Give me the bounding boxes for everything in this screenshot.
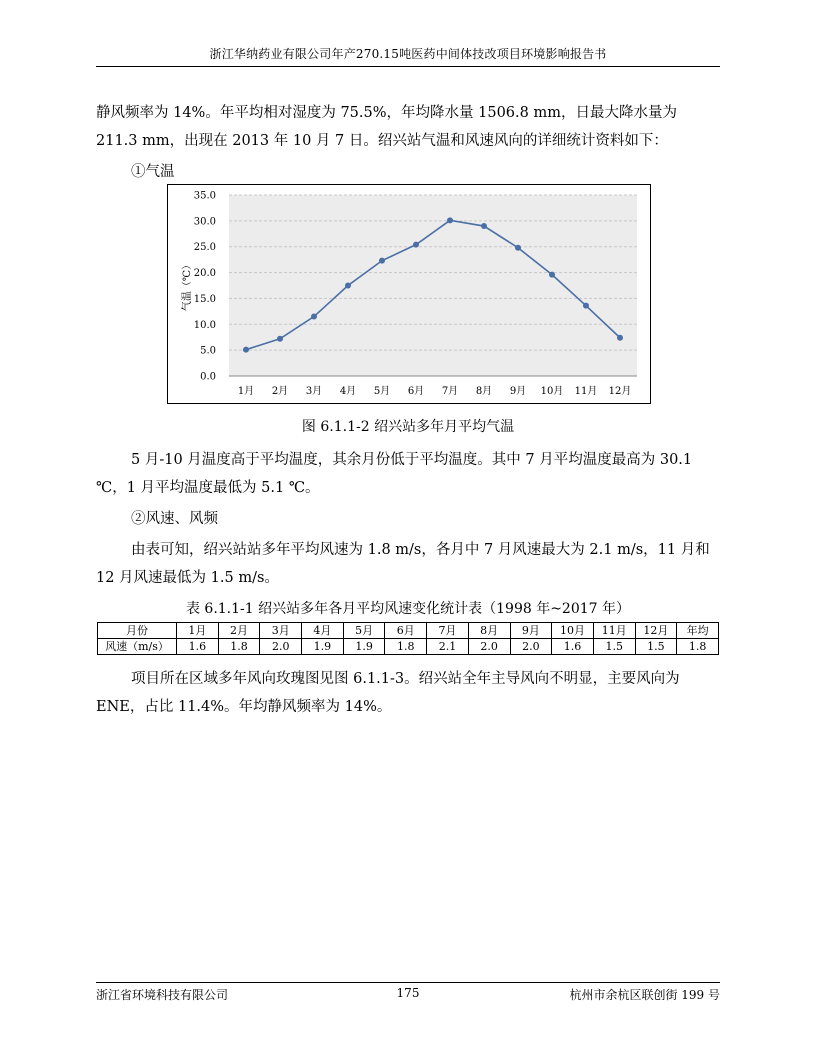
table-header-cell: 4月 [302, 623, 344, 639]
table-header-cell: 8月 [468, 623, 510, 639]
y-tick-label: 20.0 [193, 268, 216, 280]
x-tick-label: 2月 [271, 386, 289, 397]
table-header-cell: 1月 [177, 623, 219, 639]
table-header-cell: 月份 [98, 623, 177, 639]
table-cell: 1.8 [218, 639, 260, 655]
wind-summary: 由表可知，绍兴站站多年平均风速为 1.8 m/s，各月中 7 月风速最大为 2.1 m/s，11 月和 12 月风速最低为 1.5 m/s。 [96, 542, 710, 586]
table-cell: 1.8 [677, 639, 719, 655]
table-header-cell: 7月 [427, 623, 469, 639]
wind-rose-paragraph: 项目所在区域多年风向玫瑰图见图 6.1.1-3。绍兴站全年主导风向不明显，主要风向为 ENE，占比 11.4%。年均静风频率为 14%。 [96, 671, 680, 715]
page-number: 175 [396, 986, 420, 1000]
table-header-cell: 12月 [635, 623, 677, 639]
header-rule [96, 66, 720, 67]
y-tick-label: 25.0 [193, 242, 216, 254]
data-point [413, 242, 419, 248]
footer-rule [96, 982, 720, 983]
figure-caption: 图 6.1.1-2 绍兴站多年月平均气温 [301, 419, 515, 435]
table-cell: 1.5 [635, 639, 677, 655]
y-tick-label: 30.0 [193, 216, 216, 228]
table-header-cell: 9月 [510, 623, 552, 639]
data-point [447, 217, 453, 223]
data-point [583, 303, 589, 309]
table-cell: 2.1 [427, 639, 469, 655]
y-tick-label: 0.0 [200, 371, 216, 383]
section-temperature-heading: ①气温 [131, 164, 175, 180]
x-tick-label: 12月 [608, 386, 632, 397]
section-wind-heading: ②风速、风频 [131, 511, 218, 527]
table-cell: 1.5 [593, 639, 635, 655]
table-cell: 2.0 [510, 639, 552, 655]
y-tick-label: 10.0 [193, 319, 216, 331]
temperature-chart [167, 184, 651, 404]
x-tick-label: 1月 [237, 386, 255, 397]
table-header-row [98, 623, 719, 639]
table-header-cell: 11月 [593, 623, 635, 639]
data-point [515, 245, 521, 251]
x-tick-label: 8月 [475, 386, 493, 397]
intro-paragraph: 静风频率为 14%。年平均相对湿度为 75.5%，年均降水量 1506.8 mm，日最大降水量为 211.3 mm，出现在 2013 年 10 月 7 日。绍兴站气温和风速风向的详细统计资料如下： [96, 105, 677, 149]
footer-company: 浙江省环境科技有限公司 [96, 988, 229, 1002]
y-tick-label: 15.0 [193, 293, 216, 305]
data-point [549, 272, 555, 278]
data-point [379, 258, 385, 264]
table-header-cell: 年均 [677, 623, 719, 639]
table-cell: 1.6 [552, 639, 594, 655]
x-tick-label: 7月 [441, 386, 459, 397]
wind-speed-table [97, 622, 719, 655]
x-tick-label: 5月 [373, 386, 391, 397]
table-cell: 1.8 [385, 639, 427, 655]
y-axis-label: 气温（℃） [182, 259, 193, 312]
data-point [243, 347, 249, 353]
data-point [277, 336, 283, 342]
table-cell: 1.9 [302, 639, 344, 655]
page-header: 浙江华纳药业有限公司年产270.15吨医药中间体技改项目环境影响报告书 [209, 47, 607, 61]
x-tick-label: 11月 [574, 386, 598, 397]
table-header-cell: 2月 [218, 623, 260, 639]
plot-area [229, 195, 637, 376]
table-header-cell: 10月 [552, 623, 594, 639]
temperature-summary: 5 月-10 月温度高于平均温度，其余月份低于平均温度。其中 7 月平均温度最高为 30.1 ℃，1 月平均温度最低为 5.1 ℃。 [96, 452, 693, 496]
table-cell: 1.6 [177, 639, 219, 655]
table-cell: 风速（m/s） [98, 639, 177, 655]
table-row [98, 639, 719, 655]
table-header-cell: 6月 [385, 623, 427, 639]
temperature-chart-svg [168, 185, 652, 405]
x-tick-label: 6月 [407, 386, 425, 397]
table-header-cell: 3月 [260, 623, 302, 639]
table-cell: 1.9 [343, 639, 385, 655]
table-cell: 2.0 [468, 639, 510, 655]
data-point [481, 223, 487, 229]
data-point [345, 283, 351, 289]
x-tick-label: 3月 [305, 386, 323, 397]
x-tick-label: 4月 [339, 386, 357, 397]
y-tick-label: 35.0 [193, 190, 216, 202]
data-point [311, 314, 317, 320]
y-tick-label: 5.0 [200, 345, 216, 357]
x-tick-label: 9月 [509, 386, 527, 397]
x-tick-label: 10月 [540, 386, 564, 397]
table-title: 表 6.1.1-1 绍兴站多年各月平均风速变化统计表（1998 年~2017 年） [185, 601, 631, 617]
footer-address: 杭州市余杭区联创街 199 号 [569, 988, 720, 1002]
data-point [617, 335, 623, 341]
table-cell: 2.0 [260, 639, 302, 655]
table-header-cell: 5月 [343, 623, 385, 639]
